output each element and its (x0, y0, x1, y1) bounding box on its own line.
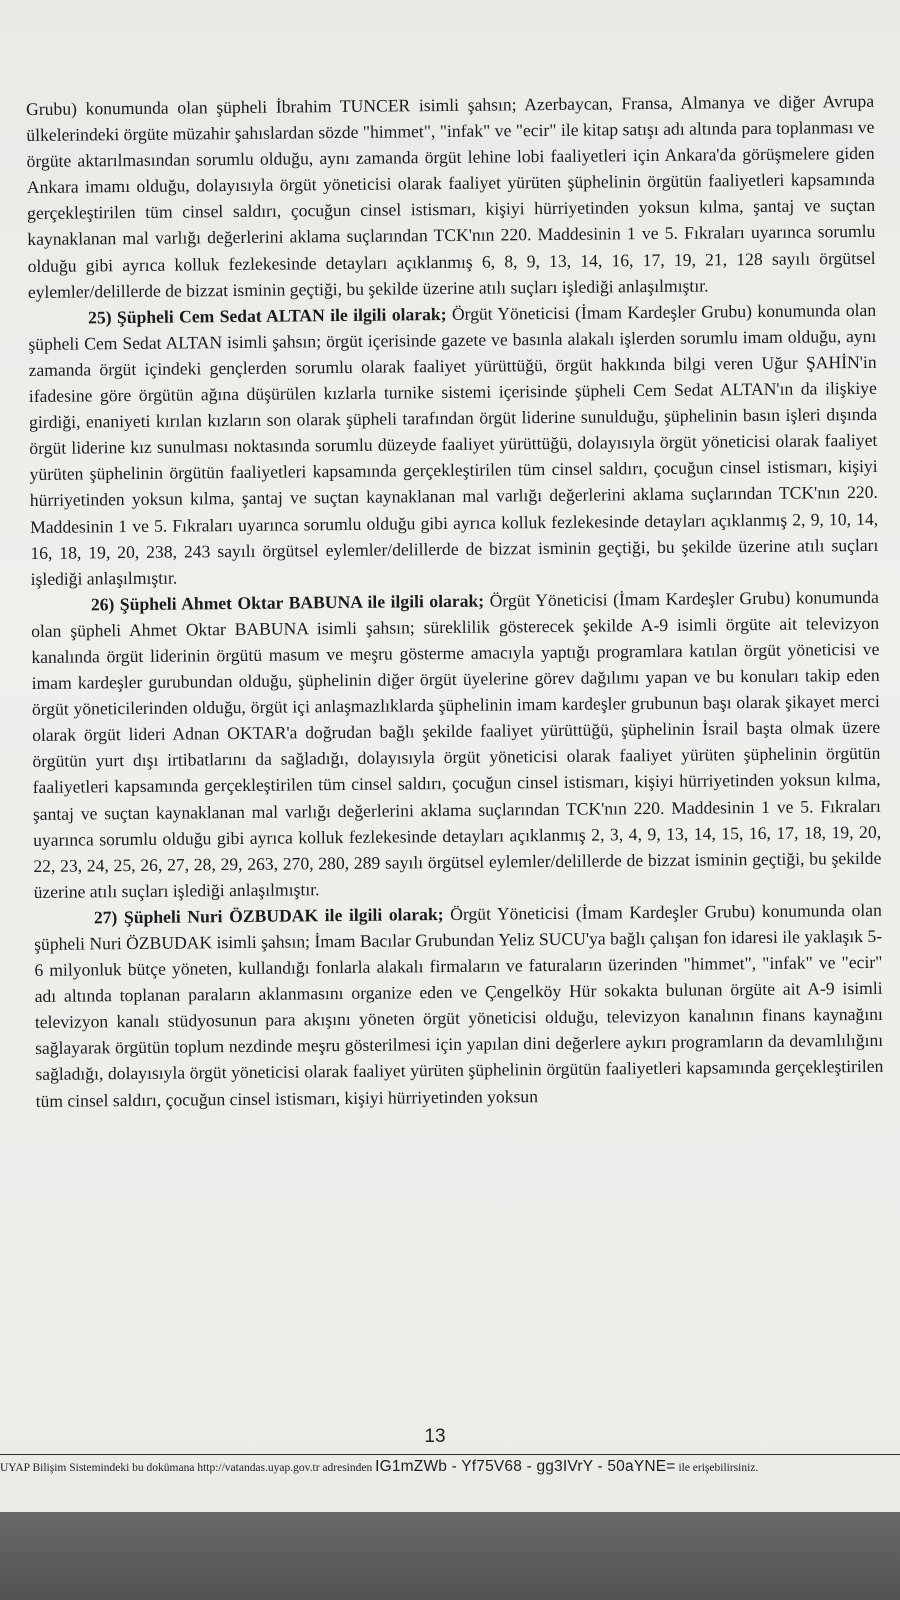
paragraph-heading: 27) Şüpheli Nuri ÖZBUDAK ile ilgili olarak; (93, 903, 444, 928)
paragraph-text: Örgüt Yöneticisi (İmam Kardeşler Grubu) konumunda olan şüpheli Ahmet Oktar BABUNA isimli şahsın; süreklilik gösterecek şekilde A-9 isimli örgüte ait televizyon kanalında örgüt liderinin örgütü masum ve meşru gösterme amacıyla yaptığı programlara katılan örgüt yöneticisi ve imam kardeşler gurubundan olduğu, şüphelinin diğer örgüt üyelerine görev dağılımı yapan ve bu konuları takip eden örgüt yöneticilerinden olduğu, örgüt içi anlaşmazlıklarda şüphelinin imam kardeşler grubunun başı olarak şikayet merci olarak örgüt lideri Adnan OKTAR'a doğrudan bağlı şekilde faaliyet yürüttüğü, şüphelinin İsrail başta olmak üzere örgütün yurt dışı irtibatlarını da sağladığı, dolayısıyla örgüt yöneticisi olarak faaliyet yürüten şüphelinin örgütün faaliyetleri kapsamında gerçekleştirilen tüm cinsel saldırı, çocuğun cinsel istismarı, kişiyi hürriyetinden yoksun kılma, şantaj ve suçtan kaynaklanan mal varlığı değerlerini aklama suçlarından TCK'nın 220. Maddesinin 1 ve 5. Fıkraları uyarınca sorumlu olduğu gibi ayrıca kolluk fezlekesinde detayları açıklanmış 2, 3, 4, 9, 13, 14, 15, 16, 17, 18, 19, 20, 22, 23, 24, 25, 26, 27, 28, 29, 263, 270, 280, 289 sayılı örgütsel eylemler/delillerde de bizzat isminin geçtiği, bu şekilde üzerine atılı suçları işlediği anlaşılmıştır. (31, 586, 882, 902)
document-body (26, 88, 884, 1114)
footer-divider (0, 1454, 900, 1455)
paragraph-text: Örgüt Yöneticisi (İmam Kardeşler Grubu) konumunda olan şüpheli Cem Sedat ALTAN isimli şahsın; örgüt içerisinde gazete ve basınla alakalı işlerden sorumlu imam olduğu, aynı zamanda örgüt içindeki gençlerden sorumlu olarak faaliyet yürüttüğü, örgüt hakkında bilgi veren Uğur ŞAHİN'in ifadesine göre örgütün ağına düşürülen kızlarla turnike sistemi içerisinde şüpheli Cem Sedat ALTAN'ın da ilişkiye girdiği, enaniyeti kırılan kızların son olarak şüpheli tarafından örgüt liderine sunulduğu, şüphelinin basın işleri dışında örgüt liderine kız sunulması noktasında sorumlu düzeyde faaliyet yürüttüğü, dolayısıyla örgüt yöneticisi olarak faaliyet yürüten şüphelinin örgütün faaliyetleri kapsamında gerçekleştirilen tüm cinsel saldırı, çocuğun cinsel istismarı, kişiyi hürriyetinden yoksun kılma, şantaj ve suçtan kaynaklanan mal varlığı değerlerini aklama suçlarından TCK'nın 220. Maddesinin 1 ve 5. Fıkraları uyarınca sorumlu olduğu gibi ayrıca kolluk fezlekesinde detayları açıklanmış 2, 9, 10, 14, 16, 18, 19, 20, 238, 243 sayılı örgütsel eylemler/delillerde de bizzat isminin geçtiği, bu şekilde üzerine atılı suçları işlediği anlaşılmıştır. (28, 299, 879, 589)
footer-suffix-text: ile erişebilirsiniz. (675, 1462, 759, 1474)
paragraph-heading: 25) Şüpheli Cem Sedat ALTAN ile ilgili olarak; (88, 303, 447, 328)
paragraph-26 (31, 584, 882, 905)
background-surface (0, 1512, 900, 1600)
footer-uyap-notice (0, 1458, 900, 1476)
paragraph-intro (26, 88, 876, 305)
page-number: 13 (424, 1426, 446, 1447)
paragraph-text: Örgüt Yöneticisi (İmam Kardeşler Grubu) konumunda olan şüpheli Nuri ÖZBUDAK isimli şahsın; İmam Bacılar Grubundan Yeliz SUCU'ya bağlı çalışan fon idaresi ile yaklaşık 5-6 milyonluk bütçe yöneten, kullandığı fonlarla alakalı firmaların ve faturaların üzerinden "himmet", "infak" ve "ecir" adı altında toplanan paraların aklanmasını organize eden ve Çengelköy Hür sokakta bulunan örgüte ait A-9 isimli televizyon kanalı stüdyosunun para akışını yöneten örgüt yöneticisi olduğu, televizyon kanalının finans kaynağını sağlayarak örgütün toplum nezdinde meşru gösterilmesi için yapılan dini değerlere aykırı programların da devamlılığını sağladığı, dolayısıyla örgüt yöneticisi olarak faaliyet yürüten şüphelinin örgütün faaliyetleri kapsamında gerçekleştirilen tüm cinsel saldırı, çocuğun cinsel istismarı, kişiyi hürriyetinden yoksun (34, 899, 884, 1111)
footer-access-code: IG1mZWb - Yf75V68 - gg3IVrY - 50aYNE= (375, 1458, 676, 1475)
paragraph-heading: 26) Şüpheli Ahmet Oktar BABUNA ile ilgili olarak; (90, 590, 485, 615)
footer-notice-text: UYAP Bilişim Sistemindeki bu dokümana http://vatandas.uyap.gov.tr adresinden (0, 1462, 376, 1474)
paragraph-25 (28, 297, 879, 592)
paragraph-text: Grubu) konumunda olan şüpheli İbrahim TUNCER isimli şahsın; Azerbaycan, Fransa, Almanya ve diğer Avrupa ülkelerindeki örgüte müzahir şahıslardan sözde "himmet", "infak" ve "ecir" ile kitap satışı adı altında para toplanması ve örgüte aktarılmasından sorumlu olduğu, aynı zamanda örgüt lehine lobi faaliyetleri için Ankara'da görüşmelere giden Ankara imamı olduğu, dolayısıyla örgüt yöneticisi olarak faaliyet yürüten şüphelinin örgütün faaliyetleri kapsamında gerçekleştirilen tüm cinsel saldırı, çocuğun cinsel istismarı, kişiyi hürriyetinden yoksun kılma, şantaj ve suçtan kaynaklanan mal varlığı değerlerini aklama suçlarından TCK'nın 220. Maddesinin 1 ve 5. Fıkraları uyarınca sorumlu olduğu gibi ayrıca kolluk fezlekesinde detayları açıklanmış 6, 8, 9, 13, 14, 16, 17, 19, 21, 128 sayılı örgütsel eylemler/delillerde de bizzat isminin geçtiği, bu şekilde üzerine atılı suçları işlediği anlaşılmıştır. (26, 90, 876, 302)
paragraph-27 (34, 897, 884, 1114)
